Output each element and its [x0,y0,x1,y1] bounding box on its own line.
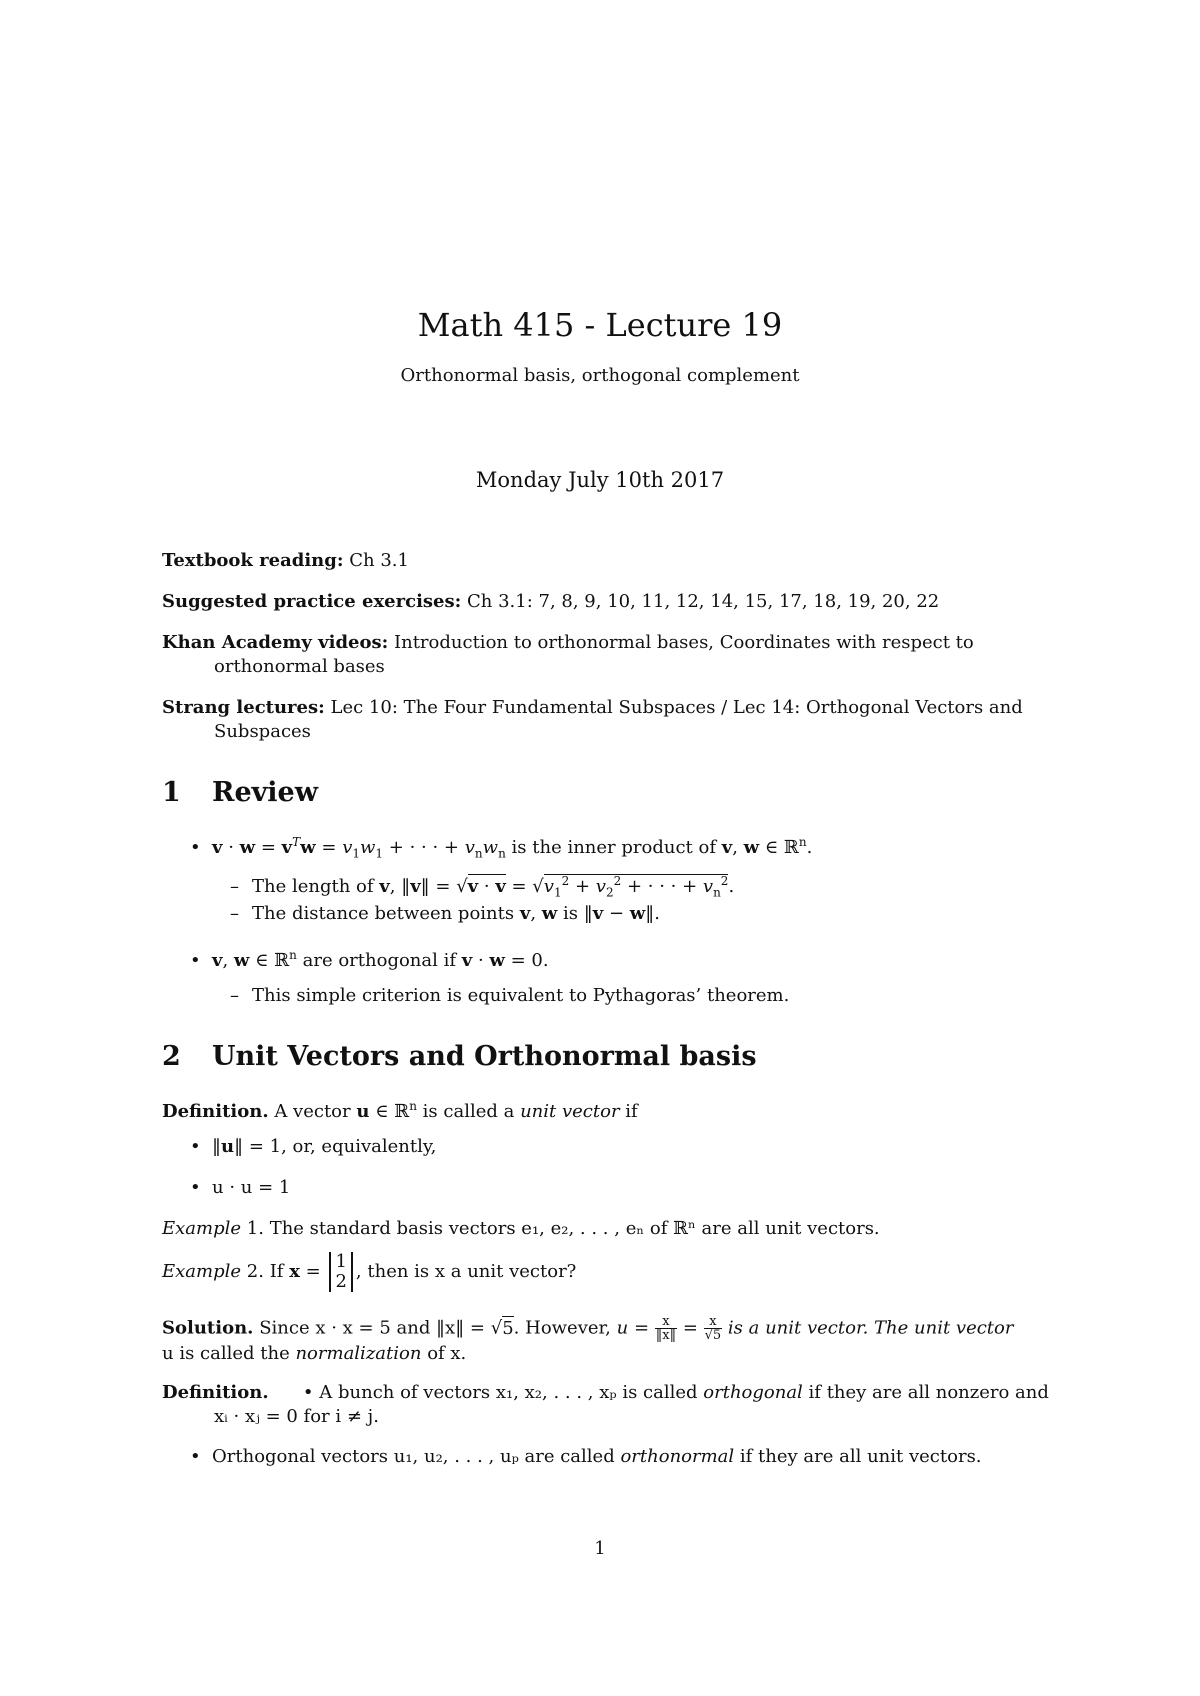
resource-strang: Strang lectures: Lec 10: The Four Fundamental Subspaces / Lec 14: Orthogonal Vectors and Subspaces [162,697,1023,742]
page-subtitle: Orthonormal basis, orthogonal complement [400,365,800,386]
definition-orthogonal: Definition. • A bunch of vectors x₁, x₂, . . . , xₚ is called orthogonal if they are all nonzero and xᵢ · xⱼ = 0 for i ≠ j. [162,1382,1049,1427]
unit-bullet-norm: • ‖u‖ = 1, or, equivalently, [190,1136,437,1157]
lecture-date: Monday July 10th 2017 [475,468,725,492]
section-heading-review: 1 Review [162,777,318,808]
review-sub-length: – The length of v, ‖v‖ = $√v \cdot v = √v_1^2 + v_2^2$ + · · · + $v_n^2$. [230,874,735,900]
resource-exercises: Suggested practice exercises: Ch 3.1: 7, 8, 9, 10, 11, 12, 14, 15, 17, 18, 19, 20, 22 [162,591,940,612]
review-sub-distance: – The distance between points v, w is ‖v − w‖. [230,903,660,924]
definition-orthonormal-bullet: • Orthogonal vectors u₁, u₂, . . . , uₚ are called orthonormal if they are all unit vectors. [190,1446,982,1467]
example-2: Example 2. If x = 1 2 , then is x a unit vector? [162,1251,577,1292]
solution: Solution. Since x · x = 5 and ‖x‖ = √5. However, u = $\frac{x}{‖x‖}$ = $\frac{x}{√5}$ is a unit vector. The unit vector u is called the normalization of x. [162,1314,1014,1364]
review-sub-pythagoras: – This simple criterion is equivalent to Pythagoras’ theorem. [230,985,790,1006]
page-number: 1 [594,1538,606,1559]
resource-khan: Khan Academy videos: Introduction to orthonormal bases, Coordinates with respect to orthonormal bases [162,632,974,677]
resource-textbook: Textbook reading: Ch 3.1 [162,550,409,571]
unit-bullet-dot: • u · u = 1 [190,1177,291,1198]
review-bullet-inner-product: • $v \cdot w = v^Tw = v_1w_1$ + · · · + $v_nw_n$ is the inner product of v, w ∈ ℝ$^n$. [190,835,813,861]
page-title: Math 415 - Lecture 19 [417,306,783,344]
definition-unit-vector: Definition. A vector u ∈ ℝ$^n$ is called a unit vector if [162,1099,638,1122]
vector-x-matrix: 1 2 [329,1252,352,1292]
example-1: Example 1. The standard basis vectors e₁, e₂, . . . , eₙ of ℝⁿ are all unit vectors. [162,1218,880,1239]
review-bullet-orthogonal: • v, w ∈ ℝ$^n$ are orthogonal if v · w = 0. [190,948,549,971]
section-heading-unit-vectors: 2 Unit Vectors and Orthonormal basis [162,1041,757,1072]
